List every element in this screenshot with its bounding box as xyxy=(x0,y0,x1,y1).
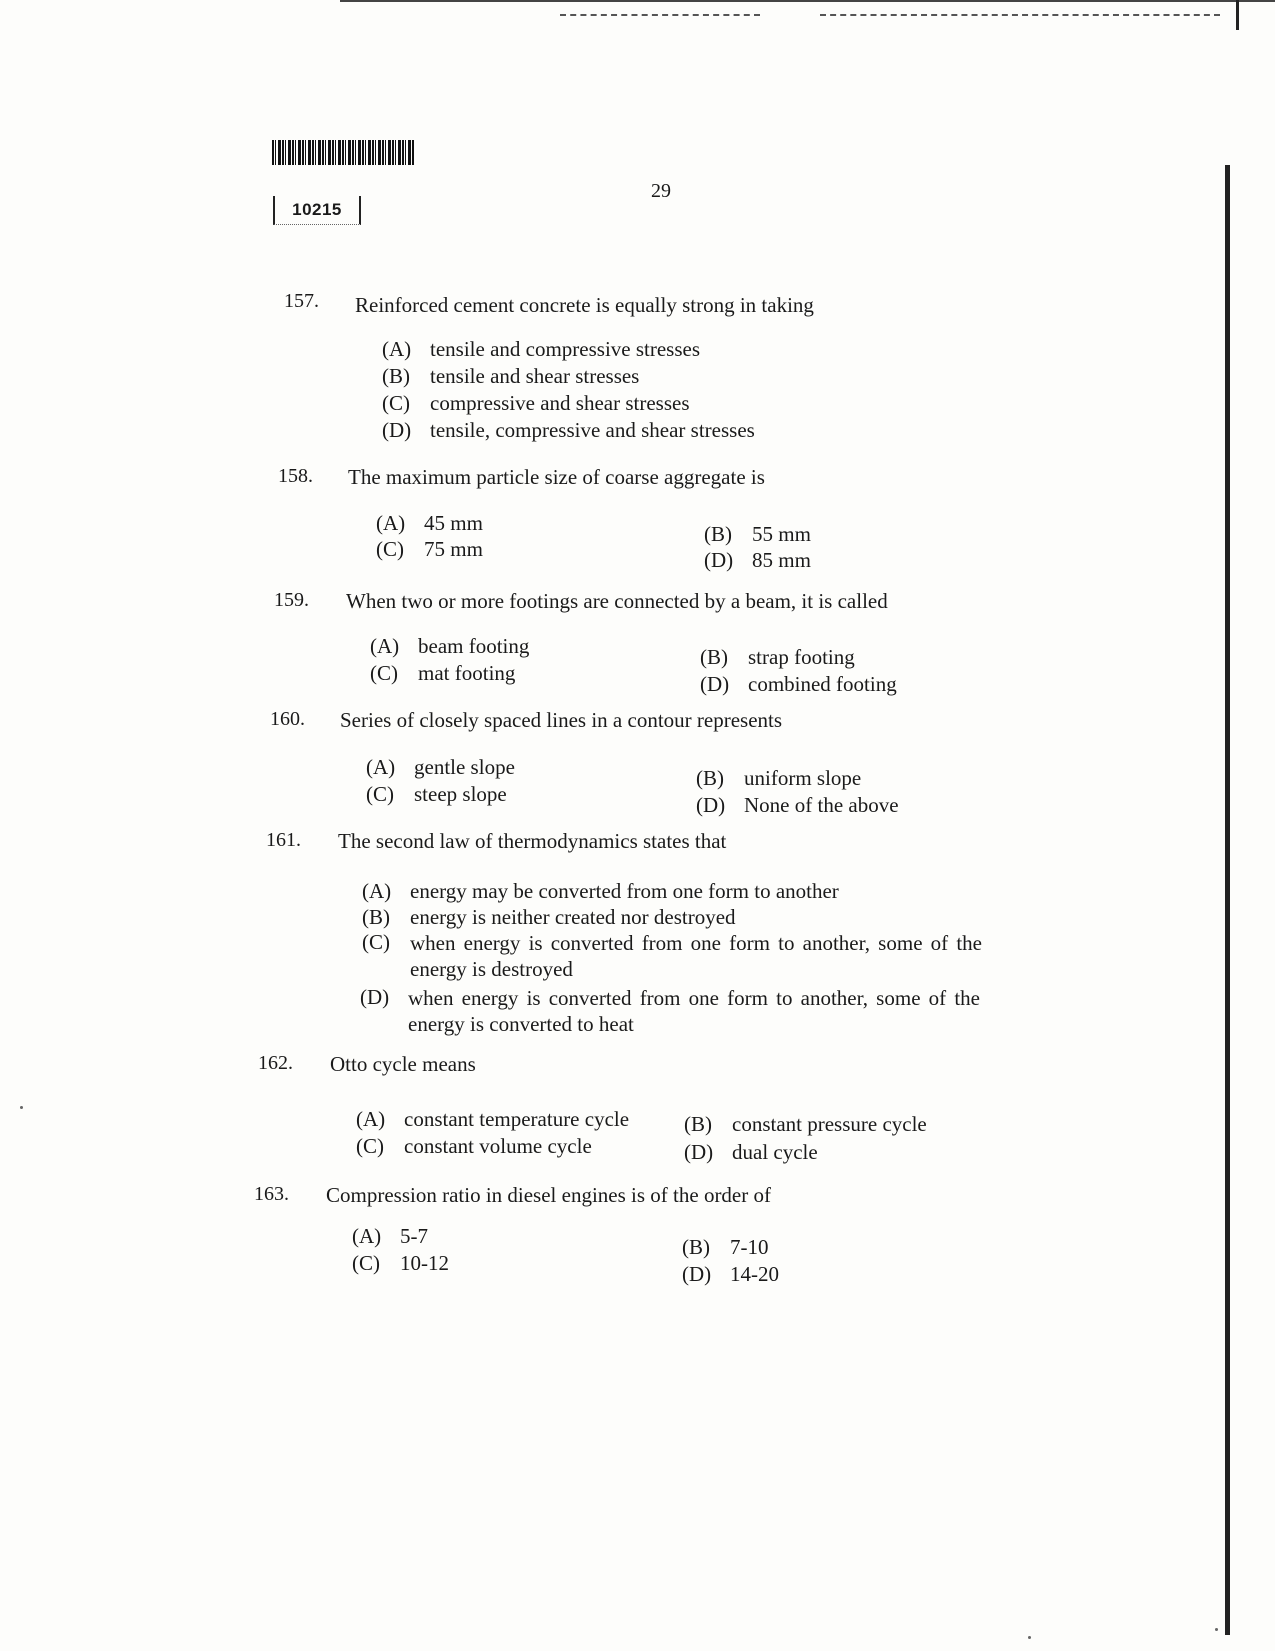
option-label: (A) xyxy=(382,337,412,361)
question-text: The maximum particle size of coarse aggregate is xyxy=(348,465,765,489)
option-text: compressive and shear stresses xyxy=(430,391,690,415)
option-c xyxy=(362,930,982,982)
scan-top-edge xyxy=(340,0,1275,6)
option-a xyxy=(352,1224,428,1249)
question-text: Otto cycle means xyxy=(330,1052,476,1076)
barcode xyxy=(272,140,414,165)
option-label: (A) xyxy=(352,1224,382,1248)
option-label: (A) xyxy=(366,755,396,779)
option-text: energy may be converted from one form to another xyxy=(410,879,839,903)
scan-speck xyxy=(1215,1628,1218,1631)
page-number: 29 xyxy=(651,180,671,202)
option-a xyxy=(382,337,700,362)
option-label: (C) xyxy=(382,391,410,415)
option-label: (C) xyxy=(366,782,394,806)
option-c xyxy=(382,391,690,416)
option-label: (C) xyxy=(362,930,390,954)
option-label: (B) xyxy=(696,766,724,790)
option-text: strap footing xyxy=(748,645,855,669)
option-b xyxy=(704,522,811,547)
option-label: (B) xyxy=(682,1235,710,1259)
question-number: 157. xyxy=(284,290,319,312)
option-label: (A) xyxy=(356,1107,386,1131)
question-text: Reinforced cement concrete is equally strong in taking xyxy=(355,293,814,317)
option-b xyxy=(362,905,736,930)
option-d xyxy=(360,985,980,1037)
option-label: (D) xyxy=(684,1140,714,1164)
scan-speck xyxy=(20,1106,23,1109)
option-text: 14-20 xyxy=(730,1262,779,1286)
scan-right-edge xyxy=(1225,165,1230,1635)
option-label: (D) xyxy=(700,672,730,696)
question-text: Series of closely spaced lines in a contour represents xyxy=(340,708,783,732)
question-text: Compression ratio in diesel engines is of the order of xyxy=(326,1183,771,1207)
option-text: tensile, compressive and shear stresses xyxy=(430,418,755,442)
option-b xyxy=(684,1112,927,1137)
option-label: (C) xyxy=(352,1251,380,1275)
option-text: 55 mm xyxy=(752,522,811,546)
option-text: 10-12 xyxy=(400,1251,449,1275)
option-d xyxy=(682,1262,779,1287)
option-b xyxy=(696,766,861,791)
question-number: 158. xyxy=(278,465,313,487)
option-c xyxy=(376,537,483,562)
option-label: (B) xyxy=(704,522,732,546)
option-a xyxy=(356,1107,629,1132)
option-a xyxy=(376,511,483,536)
option-text: dual cycle xyxy=(732,1140,818,1164)
option-label: (C) xyxy=(370,661,398,685)
option-text: gentle slope xyxy=(414,755,515,779)
option-label: (C) xyxy=(376,537,404,561)
option-text: 7-10 xyxy=(730,1235,769,1259)
option-label: (A) xyxy=(370,634,400,658)
scan-speck xyxy=(1028,1636,1031,1639)
question-number: 162. xyxy=(258,1052,293,1074)
option-text: uniform slope xyxy=(744,766,862,790)
option-label: (D) xyxy=(696,793,726,817)
question-number: 160. xyxy=(270,708,305,730)
question-text: When two or more footings are connected by a beam, it is called xyxy=(346,589,888,613)
option-d xyxy=(696,793,899,818)
option-label: (D) xyxy=(704,548,734,572)
question-text: The second law of thermodynamics states that xyxy=(338,829,727,853)
option-label: (D) xyxy=(382,418,412,442)
question-number: 163. xyxy=(254,1183,289,1205)
option-b xyxy=(700,645,855,670)
option-text: tensile and compressive stresses xyxy=(430,337,701,361)
option-text: energy is neither created nor destroyed xyxy=(410,905,736,929)
option-a xyxy=(370,634,529,659)
option-text: beam footing xyxy=(418,634,530,658)
option-label: (A) xyxy=(362,879,392,903)
paper-code-box: 10215 xyxy=(273,196,361,225)
option-c xyxy=(366,782,507,807)
question-number: 161. xyxy=(266,829,301,851)
option-a xyxy=(366,755,515,780)
scan-dash-line xyxy=(820,14,1220,16)
option-b xyxy=(682,1235,769,1260)
option-text: 75 mm xyxy=(424,537,483,561)
option-d xyxy=(382,418,755,443)
option-b xyxy=(382,364,639,389)
option-text: combined footing xyxy=(748,672,897,696)
option-text: constant pressure cycle xyxy=(732,1112,927,1136)
option-c xyxy=(370,661,515,686)
option-d xyxy=(700,672,897,697)
option-label: (A) xyxy=(376,511,406,535)
option-label: (B) xyxy=(684,1112,712,1136)
option-text: steep slope xyxy=(414,782,507,806)
option-d xyxy=(704,548,811,573)
option-label: (C) xyxy=(356,1134,384,1158)
option-text: when energy is converted from one form to another, some of the energy is destroyed xyxy=(410,931,982,981)
option-text: 45 mm xyxy=(424,511,483,535)
option-a xyxy=(362,879,839,904)
option-text: None of the above xyxy=(744,793,899,817)
option-text: 5-7 xyxy=(400,1224,428,1248)
question-number: 159. xyxy=(274,589,309,611)
option-label: (B) xyxy=(362,905,390,929)
option-d xyxy=(684,1140,818,1165)
scan-dash-line xyxy=(560,14,760,16)
option-text: mat footing xyxy=(418,661,516,685)
option-label: (D) xyxy=(682,1262,712,1286)
option-label: (B) xyxy=(382,364,410,388)
option-text: constant temperature cycle xyxy=(404,1107,630,1131)
scan-right-edge xyxy=(1236,0,1239,30)
option-text: when energy is converted from one form to another, some of the energy is converted to heat xyxy=(408,986,980,1036)
option-c xyxy=(352,1251,449,1276)
option-text: tensile and shear stresses xyxy=(430,364,640,388)
option-text: 85 mm xyxy=(752,548,811,572)
option-label: (B) xyxy=(700,645,728,669)
option-label: (D) xyxy=(360,985,390,1009)
option-c xyxy=(356,1134,592,1159)
option-text: constant volume cycle xyxy=(404,1134,592,1158)
